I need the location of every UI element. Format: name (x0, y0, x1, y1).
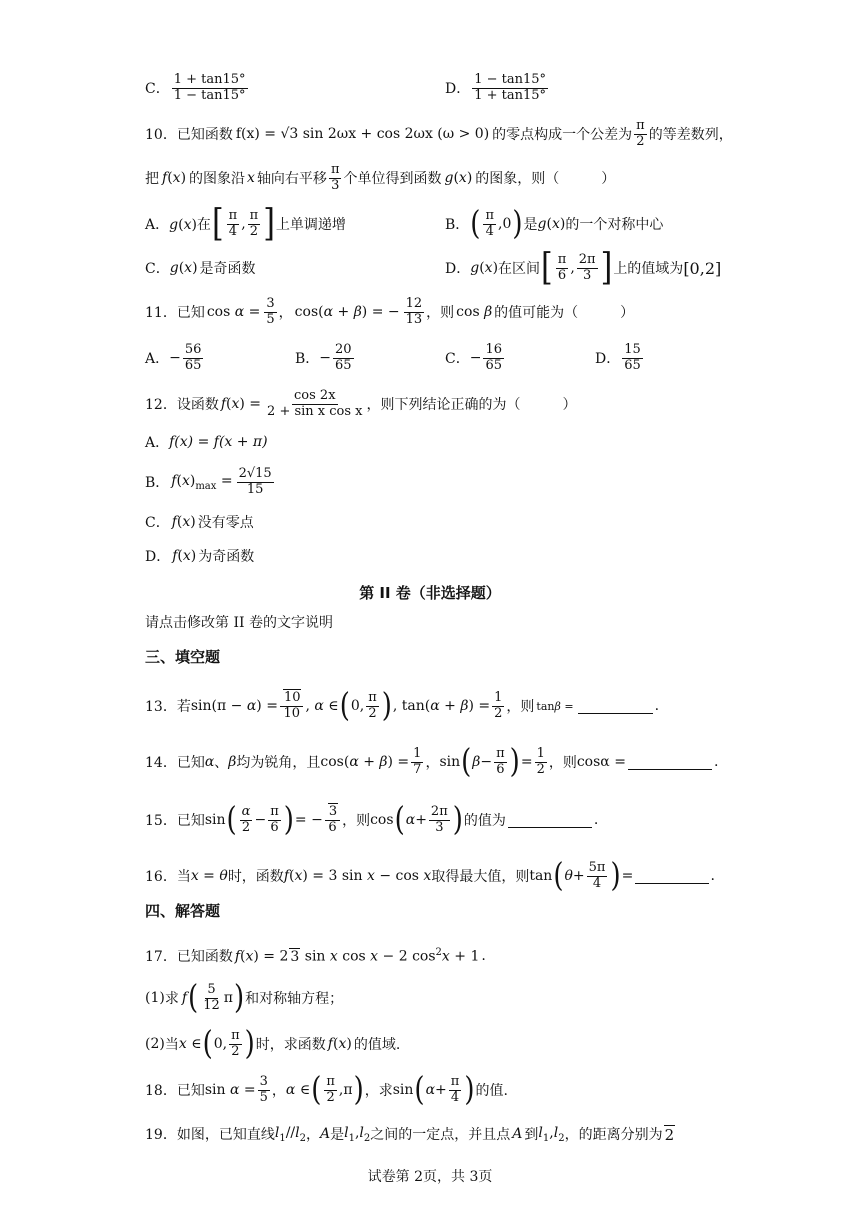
q10-option-a[interactable]: A． g(x)在 [ $\frac{\pi}{4}$ , $\frac{\pi}{2}$ ] 上单调递增 (145, 201, 346, 246)
q11-option-d[interactable]: D． $\frac{15}{65}$ (595, 341, 641, 373)
q14-row: 14． 已知 α 、 β 均为锐角，且 cos(α + β) = $\frac{1}{7}$ ， sin ( β − $\frac{\pi}{6}$ ) = $\frac{1}{2}$ ，则 cosα = . (145, 743, 719, 781)
q12-option-d[interactable]: D． f(x) 为奇函数 (145, 548, 255, 565)
q12-stem: 12． 设函数 f(x) = $\frac{\cos 2x}{\text{2 + sin x cos x}}$ ，则下列结论正确的为（ ） (145, 387, 577, 419)
q9-option-d-fraction: $\frac{1 - \tan 15^\circ}{1 + \tan 15^\circ}$ (474, 71, 547, 103)
q9-option-d[interactable]: D． $\frac{1 - \tan 15^\circ}{1 + \tan 15^\circ}$ (445, 71, 547, 103)
q12-option-c[interactable]: C． f(x) 没有零点 (145, 514, 254, 531)
q15-answer-blank[interactable] (508, 813, 592, 828)
q17-stem: 17． 已知函数 f(x) = 2 3 sin x cos x − 2 $\cos^2x + 1$ . (145, 947, 486, 965)
q10-option-b[interactable]: B． ( $\frac{\pi}{4}$ ,0 ) 是 g(x) 的一个对称中心 (445, 205, 664, 243)
q10-option-d[interactable]: D． g(x) 在区间 [ $\frac{\pi}{6}$ , $\frac{2\pi}{3}$ ] 上的值域为 [0,2] (445, 245, 722, 290)
q13-row: 13． 若 sin(π − α) = $\frac{10}{10}$ , α ∈ ( 0, $\frac{\pi}{2}$ ) , tan(α + β) = $\frac{1}{2}$ ，则 tanβ = . (145, 687, 660, 725)
q12-option-b[interactable]: B． $f(x)_{max}$ = $\frac{2√15}{15}$ (145, 465, 272, 497)
q11-option-b[interactable]: B． − $\frac{20}{65}$ (295, 341, 352, 373)
q11-option-c[interactable]: C． − $\frac{16}{65}$ (445, 341, 502, 373)
q15-row: 15． 已知 sin ( $\frac{\alpha}{2}$ − $\frac{\pi}{6}$ ) = − $\frac{3}{6}$ ，则 cos ( α + $\frac{2\pi}{3}$ ) 的值为 . (145, 801, 599, 839)
q10-option-c[interactable]: C． g(x) 是奇函数 (145, 260, 256, 277)
q13-answer-blank[interactable] (578, 699, 653, 714)
q18-row: 18． 已知 sin α = $\frac{3}{5}$ ， α ∈ ( $\frac{\pi}{2}$ ,π ) ，求 sin ( α + $\frac{\pi}{4}$ ) 的值. (145, 1071, 508, 1109)
part2-title: 第 II 卷（非选择题） (359, 583, 501, 602)
q14-answer-blank[interactable] (628, 755, 712, 770)
page-footer: 试卷第 2页，共 3页 (367, 1169, 493, 1185)
section4-heading: 四、解答题 (145, 901, 221, 920)
q9-option-c-fraction: $\frac{1 + \tan 15^\circ}{1 - \tan 15^\circ}$ (173, 71, 246, 103)
q11-stem: 11． 已知 cos α = $\frac{3}{5}$ ， cos(α + β) = − $\frac{12}{13}$ ，则 cos β 的值可能为（ ） (145, 295, 635, 327)
q10-pi-over-2: $\frac{\pi}{2}$ (636, 117, 645, 149)
q9-option-c[interactable]: C． $\frac{1 + \tan 15^\circ}{1 - \tan 15^\circ}$ (145, 71, 246, 103)
q10-stem-line2: 把 f(x) 的图象沿 x 轴向右平移 $\frac{\pi}{3}$ 个单位得到函数 g(x) 的图象，则（ ） (145, 161, 616, 193)
q10-stem-line1: 10． 已知函数 f(x) = √3 sin 2ωx + cos 2ωx (ω > 0) 的零点构成一个公差为 $\frac{\pi}{2}$ 的等差数列， (145, 117, 733, 149)
q17-part2: (2) 当 x ∈ ( 0, $\frac{\pi}{2}$ ) 时，求函数 f(x) 的值域. (145, 1025, 401, 1063)
q16-row: 16． 当 x = θ 时，函数 f(x) = 3 sin x − cos x 取得最大值，则 tan ( θ + $\frac{5\pi}{4}$ ) = . (145, 857, 715, 895)
q10-pi-over-3: $\frac{\pi}{3}$ (330, 161, 340, 193)
part2-note[interactable]: 请点击修改第 II 卷的文字说明 (145, 615, 333, 631)
section3-heading: 三、填空题 (145, 647, 221, 666)
q11-option-a[interactable]: A． − $\frac{56}{65}$ (145, 341, 202, 373)
q12-option-a[interactable]: A． f(x) = f(x + π) (145, 434, 268, 451)
q17-part1: (1) 求 f ( $\frac{5}{12}$ π ) 和对称轴方程； (145, 979, 344, 1017)
q10-function: f(x) = √3 sin 2ωx + cos 2ωx (ω > 0) (235, 126, 490, 142)
q19-row: 19． 如图，已知直线 $l_1//l_2$ ， A 是 $l_1,l_2$ 之间的一定点，并且点 A 到 $l_1,l_2$ ，的距离分别为 2 (145, 1124, 675, 1144)
